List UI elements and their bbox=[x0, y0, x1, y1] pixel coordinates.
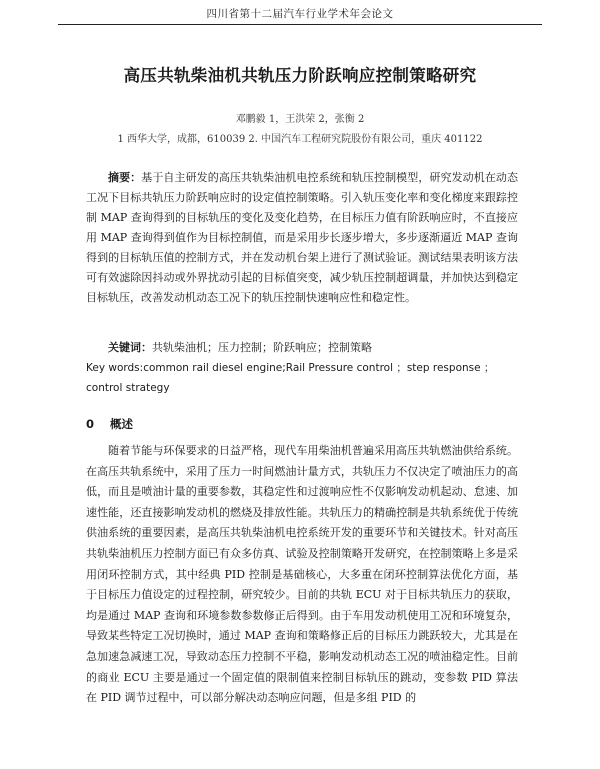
keywords-paragraph bbox=[86, 338, 518, 358]
keywords-english: Key words:common rail diesel engine;Rail Pressure control ；step response ；control strategy bbox=[86, 362, 495, 394]
header-rule bbox=[58, 24, 542, 25]
section-number: 0 bbox=[86, 417, 95, 431]
section-title: 概述 bbox=[110, 417, 133, 431]
abstract-paragraph bbox=[86, 168, 518, 308]
paper-affiliations: 1 西华大学，成都，610039 2. 中国汽车工程研究院股份有限公司，重庆 401122 bbox=[117, 134, 483, 145]
paper-authors: 邓鹏毅 1，王洪荣 2，张衡 2 bbox=[235, 114, 365, 125]
abstract-label: 摘要： bbox=[108, 171, 142, 184]
paper-title: 高压共轨柴油机共轨压力阶跃响应控制策略研究 bbox=[123, 66, 477, 85]
keywords-text: 共轨柴油机；压力控制；阶跃响应；控制策略 bbox=[152, 341, 372, 354]
body-paragraph: 随着节能与环保要求的日益严格，现代车用柴油机普遍采用高压共轨燃油供给系统。在高压共轨系统中，采用了压力一时间燃油计量方式，共轨压力不仅决定了喷油压力的高低，而且是喷油计量的重要参数，其稳定性和过渡响应性不仅影响发动机起动、怠速、加速性能，还直接影响发动机的燃烧及排放性能。共轨压力的精确控制是共轨系统优于传统供油系统的重要因素，是高压共轨柴油机电控系统开发的重要环节和关键技术。针对高压共轨柴油机压力控制方面已有众多仿真、试验及控制策略开发研究，在控制策略上多是采用闭环控制方式，其中经典 PID 控制是基础核心，大多重在闭环控制算法优化方面，基于目标压力值设定的过程控制，研究较少。目前的共轨 ECU 对于目标共轨压力的获取，均是通过 MAP 查询和环境参数参数修正后得到。由于车用发动机使用工况和环境复杂，导致某些特定工况切换时，通过 MAP 查询和策略修正后的目标压力跳跃较大，尤其是在急加速急减速工况，导致动态压力控制不平稳，影响发动机动态工况的喷油稳定性。目前的商业 ECU 主要是通过一个固定值的限制值来控制目标轨压的跳动，变参数 PID 算法在 PID 调节过程中，可以部分解决动态响应问题，但是多组 PID 的 bbox=[86, 444, 518, 705]
abstract-text: 基于自主研发的高压共轨柴油机电控系统和轨压控制模型，研究发动机在动态工况下目标共轨压力阶跃响应时的设定值控制策略。引入轨压变化率和变化梯度来跟踪控制 MAP 查询得到的目标轨压的变化及变化趋势，在目标压力值有阶跃响应时，不直接应用 MAP 查询得到值作为目标控制值，而是采用步长逐步增大，多步逐渐逼近 MAP 查询得到的目标轨压值的控制方式，并在发动机台架上进行了测试验证。测试结果表明该方法可有效滤除因抖动或外界扰动引起的目标值突变，减少轨压控制超调量，并加快达到稳定目标轨压，改善发动机动态工况下的轨压控制快速响应性和稳定性。 bbox=[86, 171, 518, 304]
keywords-label: 关键词： bbox=[108, 341, 152, 354]
section-heading bbox=[86, 416, 133, 432]
running-header: 四川省第十二届汽车行业学术年会论文 bbox=[206, 8, 394, 20]
